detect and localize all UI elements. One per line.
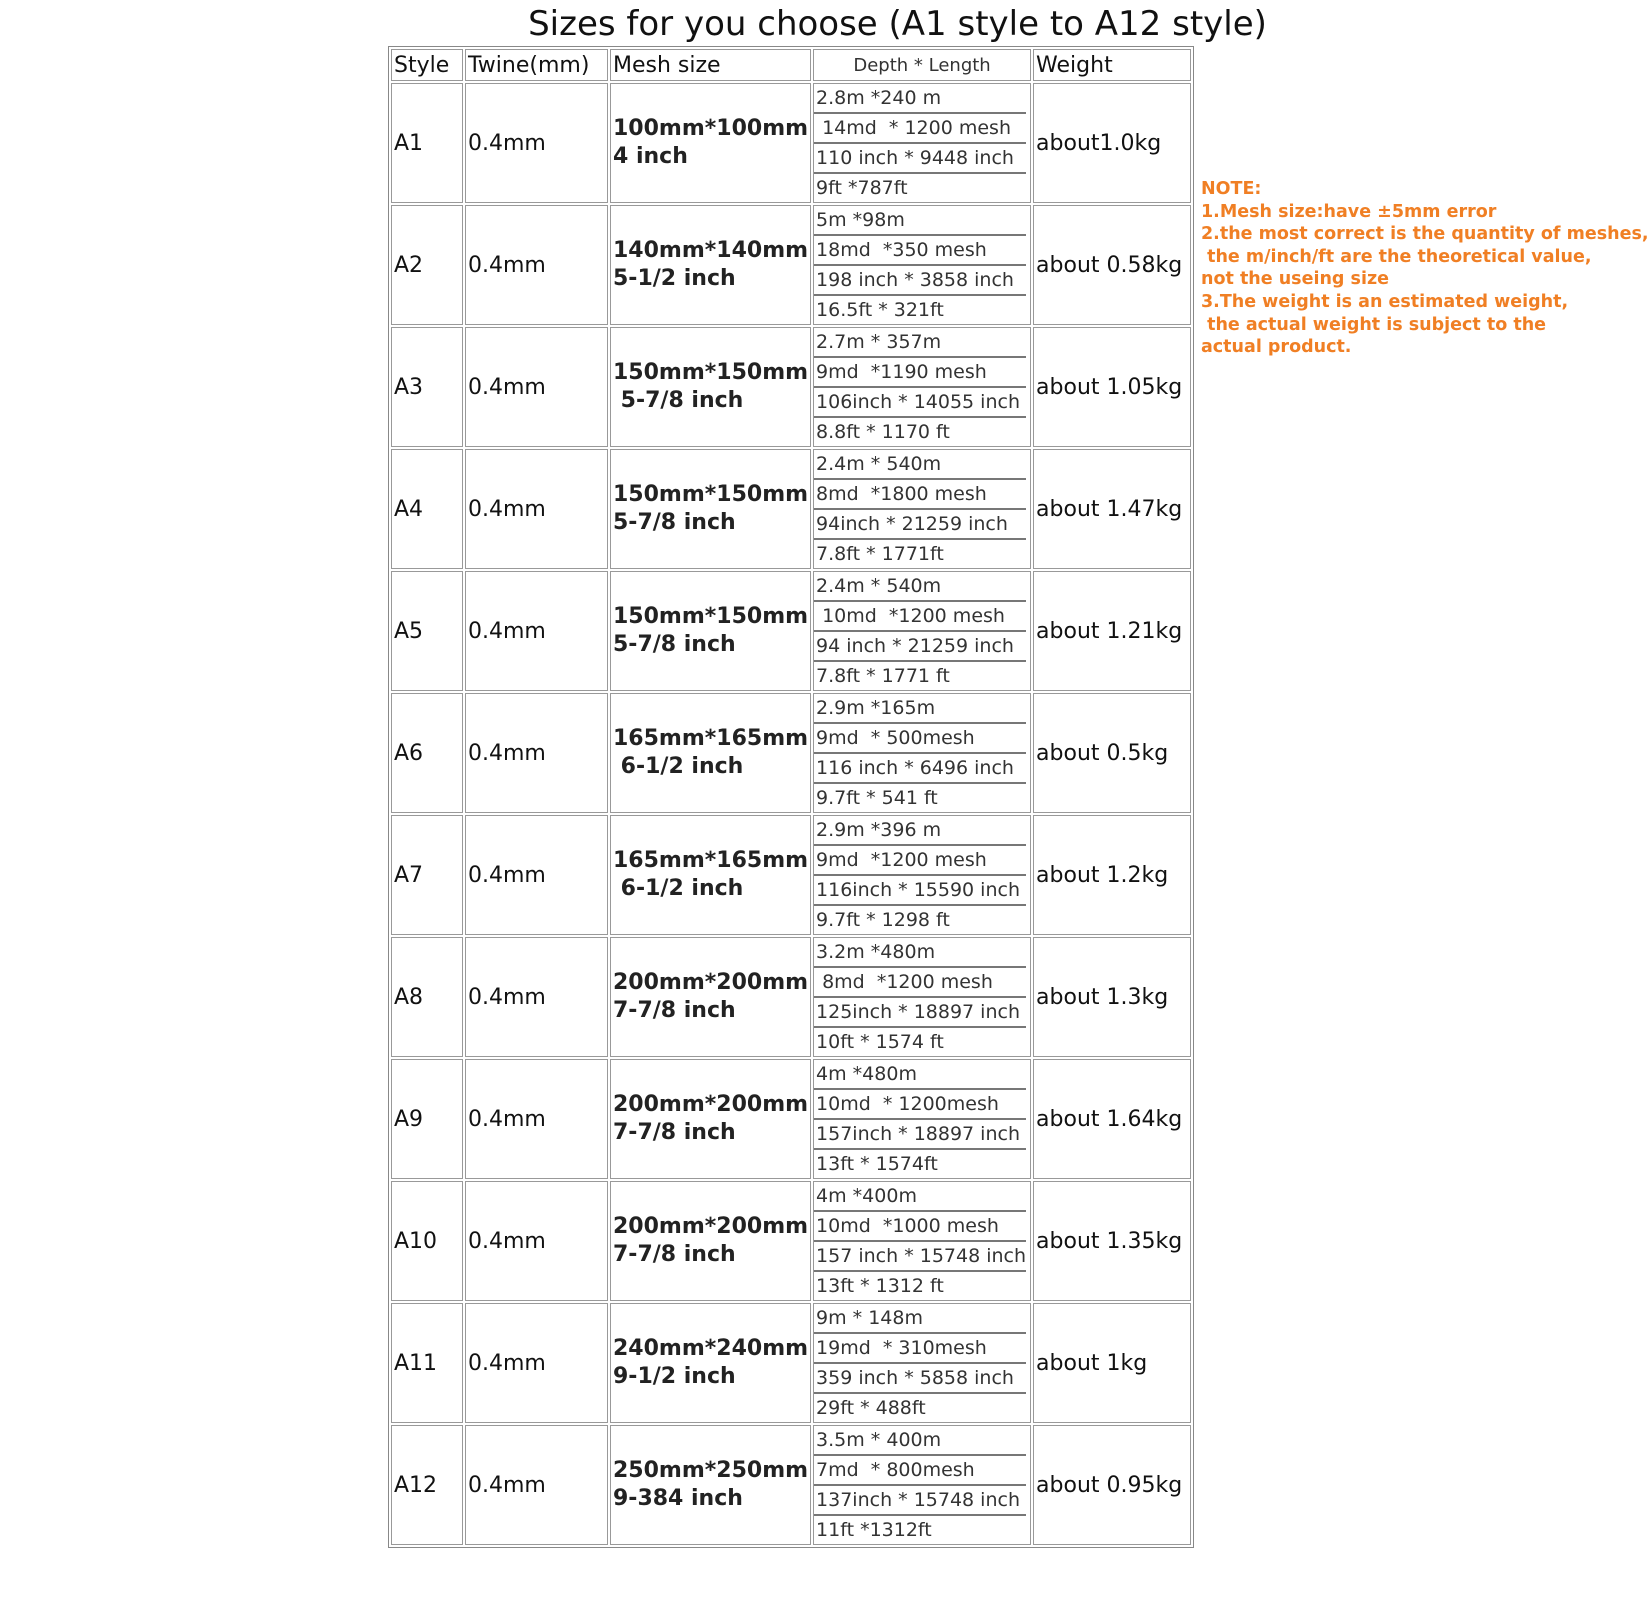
header-style: Style xyxy=(391,49,463,81)
depth-length-line: 9.7ft * 541 ft xyxy=(816,787,938,809)
depth-length-line: 2.8m *240 m xyxy=(814,84,1026,114)
twine-cell: 0.4mm xyxy=(465,327,608,447)
depth-length-cell xyxy=(813,205,1031,325)
depth-length-line: 13ft * 1312 ft xyxy=(816,1275,944,1297)
weight-cell: about 1.05kg xyxy=(1033,327,1191,447)
style-cell: A11 xyxy=(391,1303,463,1423)
weight-cell: about 1.64kg xyxy=(1033,1059,1191,1179)
depth-length-line: 10md *1000 mesh xyxy=(814,1212,1026,1242)
depth-length-line: 2.4m * 540m xyxy=(814,450,1026,480)
weight-cell: about 0.95kg xyxy=(1033,1425,1191,1545)
depth-length-line: 11ft *1312ft xyxy=(816,1519,932,1541)
header-twine: Twine(mm) xyxy=(465,49,608,81)
depth-length-cell xyxy=(813,693,1031,813)
depth-length-line: 8md *1200 mesh xyxy=(814,968,1026,998)
depth-length-line: 7.8ft * 1771ft xyxy=(816,543,944,565)
twine-cell: 0.4mm xyxy=(465,937,608,1057)
table-row xyxy=(391,1059,1191,1179)
depth-length-line: 94inch * 21259 inch xyxy=(814,510,1026,540)
depth-length-line: 19md * 310mesh xyxy=(814,1334,1026,1364)
mesh-size-cell: 150mm*150mm 5-7/8 inch xyxy=(610,571,811,691)
depth-length-line: 8md *1800 mesh xyxy=(814,480,1026,510)
style-cell: A12 xyxy=(391,1425,463,1545)
table-row xyxy=(391,83,1191,203)
depth-length-line: 8.8ft * 1170 ft xyxy=(816,421,950,443)
depth-length-line: 4m *480m xyxy=(814,1060,1026,1090)
mesh-size-cell: 200mm*200mm 7-7/8 inch xyxy=(610,1059,811,1179)
depth-length-line: 359 inch * 5858 inch xyxy=(814,1364,1026,1394)
style-cell: A10 xyxy=(391,1181,463,1301)
depth-length-cell xyxy=(813,327,1031,447)
style-cell: A2 xyxy=(391,205,463,325)
depth-length-line: 10md * 1200mesh xyxy=(814,1090,1026,1120)
twine-cell: 0.4mm xyxy=(465,1059,608,1179)
mesh-size-cell: 200mm*200mm 7-7/8 inch xyxy=(610,937,811,1057)
mesh-size-cell: 165mm*165mm 6-1/2 inch xyxy=(610,815,811,935)
note-text: NOTE: 1.Mesh size:have ±5mm error 2.the most correct is the quantity of meshes, the m/inch/ft are the theoretical value, not the useing size 3.The weight is an estimated weight, the actual weight is subject to the actual product. xyxy=(1201,179,1649,358)
twine-cell: 0.4mm xyxy=(465,1425,608,1545)
mesh-size-cell: 150mm*150mm 5-7/8 inch xyxy=(610,449,811,569)
twine-cell: 0.4mm xyxy=(465,1181,608,1301)
size-table xyxy=(388,46,1194,1548)
twine-cell: 0.4mm xyxy=(465,449,608,569)
table-row xyxy=(391,1425,1191,1545)
depth-length-line: 9md *1190 mesh xyxy=(814,358,1026,388)
table-row xyxy=(391,205,1191,325)
weight-cell: about 1.21kg xyxy=(1033,571,1191,691)
depth-length-cell xyxy=(813,815,1031,935)
mesh-size-cell: 240mm*240mm 9-1/2 inch xyxy=(610,1303,811,1423)
depth-length-cell xyxy=(813,1425,1031,1545)
depth-length-line: 9md *1200 mesh xyxy=(814,846,1026,876)
mesh-size-cell: 165mm*165mm 6-1/2 inch xyxy=(610,693,811,813)
weight-cell: about 1.47kg xyxy=(1033,449,1191,569)
mesh-size-cell: 150mm*150mm 5-7/8 inch xyxy=(610,327,811,447)
depth-length-line: 14md * 1200 mesh xyxy=(814,114,1026,144)
twine-cell: 0.4mm xyxy=(465,693,608,813)
table-row xyxy=(391,937,1191,1057)
depth-length-line: 125inch * 18897 inch xyxy=(814,998,1026,1028)
depth-length-line: 18md *350 mesh xyxy=(814,236,1026,266)
depth-length-cell xyxy=(813,449,1031,569)
mesh-size-cell: 140mm*140mm 5-1/2 inch xyxy=(610,205,811,325)
depth-length-line: 137inch * 15748 inch xyxy=(814,1486,1026,1516)
depth-length-cell xyxy=(813,1059,1031,1179)
depth-length-line: 4m *400m xyxy=(814,1182,1026,1212)
depth-length-line: 3.5m * 400m xyxy=(814,1426,1026,1456)
style-cell: A4 xyxy=(391,449,463,569)
table-row xyxy=(391,327,1191,447)
depth-length-line: 7.8ft * 1771 ft xyxy=(816,665,950,687)
weight-cell: about1.0kg xyxy=(1033,83,1191,203)
depth-length-line: 29ft * 488ft xyxy=(816,1397,926,1419)
weight-cell: about 1.3kg xyxy=(1033,937,1191,1057)
depth-length-line: 7md * 800mesh xyxy=(814,1456,1026,1486)
depth-length-line: 2.7m * 357m xyxy=(814,328,1026,358)
twine-cell: 0.4mm xyxy=(465,205,608,325)
header-mesh-size: Mesh size xyxy=(610,49,811,81)
weight-cell: about 1.2kg xyxy=(1033,815,1191,935)
depth-length-cell xyxy=(813,937,1031,1057)
depth-length-cell xyxy=(813,1181,1031,1301)
table-row xyxy=(391,449,1191,569)
table-row xyxy=(391,693,1191,813)
style-cell: A6 xyxy=(391,693,463,813)
depth-length-line: 9m * 148m xyxy=(814,1304,1026,1334)
depth-length-line: 9.7ft * 1298 ft xyxy=(816,909,950,931)
twine-cell: 0.4mm xyxy=(465,1303,608,1423)
depth-length-line: 3.2m *480m xyxy=(814,938,1026,968)
depth-length-cell xyxy=(813,83,1031,203)
header-depth-length: Depth * Length xyxy=(813,49,1031,81)
table-row xyxy=(391,815,1191,935)
weight-cell: about 1kg xyxy=(1033,1303,1191,1423)
depth-length-line: 116 inch * 6496 inch xyxy=(814,754,1026,784)
mesh-size-cell: 100mm*100mm 4 inch xyxy=(610,83,811,203)
twine-cell: 0.4mm xyxy=(465,83,608,203)
weight-cell: about 0.58kg xyxy=(1033,205,1191,325)
table-row xyxy=(391,1181,1191,1301)
twine-cell: 0.4mm xyxy=(465,571,608,691)
depth-length-line: 2.4m * 540m xyxy=(814,572,1026,602)
depth-length-cell xyxy=(813,571,1031,691)
mesh-size-cell: 250mm*250mm 9-384 inch xyxy=(610,1425,811,1545)
depth-length-line: 157 inch * 15748 inch xyxy=(814,1242,1026,1272)
depth-length-line: 9ft *787ft xyxy=(816,177,908,199)
table-row xyxy=(391,571,1191,691)
header-weight: Weight xyxy=(1033,49,1191,81)
depth-length-line: 116inch * 15590 inch xyxy=(814,876,1026,906)
style-cell: A7 xyxy=(391,815,463,935)
depth-length-line: 10md *1200 mesh xyxy=(814,602,1026,632)
depth-length-line: 2.9m *165m xyxy=(814,694,1026,724)
depth-length-cell xyxy=(813,1303,1031,1423)
style-cell: A9 xyxy=(391,1059,463,1179)
style-cell: A3 xyxy=(391,327,463,447)
style-cell: A8 xyxy=(391,937,463,1057)
depth-length-line: 106inch * 14055 inch xyxy=(814,388,1026,418)
depth-length-line: 110 inch * 9448 inch xyxy=(814,144,1026,174)
page-title: Sizes for you choose (A1 style to A12 style) xyxy=(528,4,1267,44)
depth-length-line: 198 inch * 3858 inch xyxy=(814,266,1026,296)
style-cell: A1 xyxy=(391,83,463,203)
depth-length-line: 9md * 500mesh xyxy=(814,724,1026,754)
weight-cell: about 0.5kg xyxy=(1033,693,1191,813)
depth-length-line: 157inch * 18897 inch xyxy=(814,1120,1026,1150)
table-header-row xyxy=(391,49,1191,81)
depth-length-line: 16.5ft * 321ft xyxy=(816,299,944,321)
table-row xyxy=(391,1303,1191,1423)
style-cell: A5 xyxy=(391,571,463,691)
weight-cell: about 1.35kg xyxy=(1033,1181,1191,1301)
mesh-size-cell: 200mm*200mm 7-7/8 inch xyxy=(610,1181,811,1301)
depth-length-line: 2.9m *396 m xyxy=(814,816,1026,846)
twine-cell: 0.4mm xyxy=(465,815,608,935)
depth-length-line: 13ft * 1574ft xyxy=(816,1153,938,1175)
depth-length-line: 94 inch * 21259 inch xyxy=(814,632,1026,662)
depth-length-line: 5m *98m xyxy=(814,206,1026,236)
depth-length-line: 10ft * 1574 ft xyxy=(816,1031,944,1053)
